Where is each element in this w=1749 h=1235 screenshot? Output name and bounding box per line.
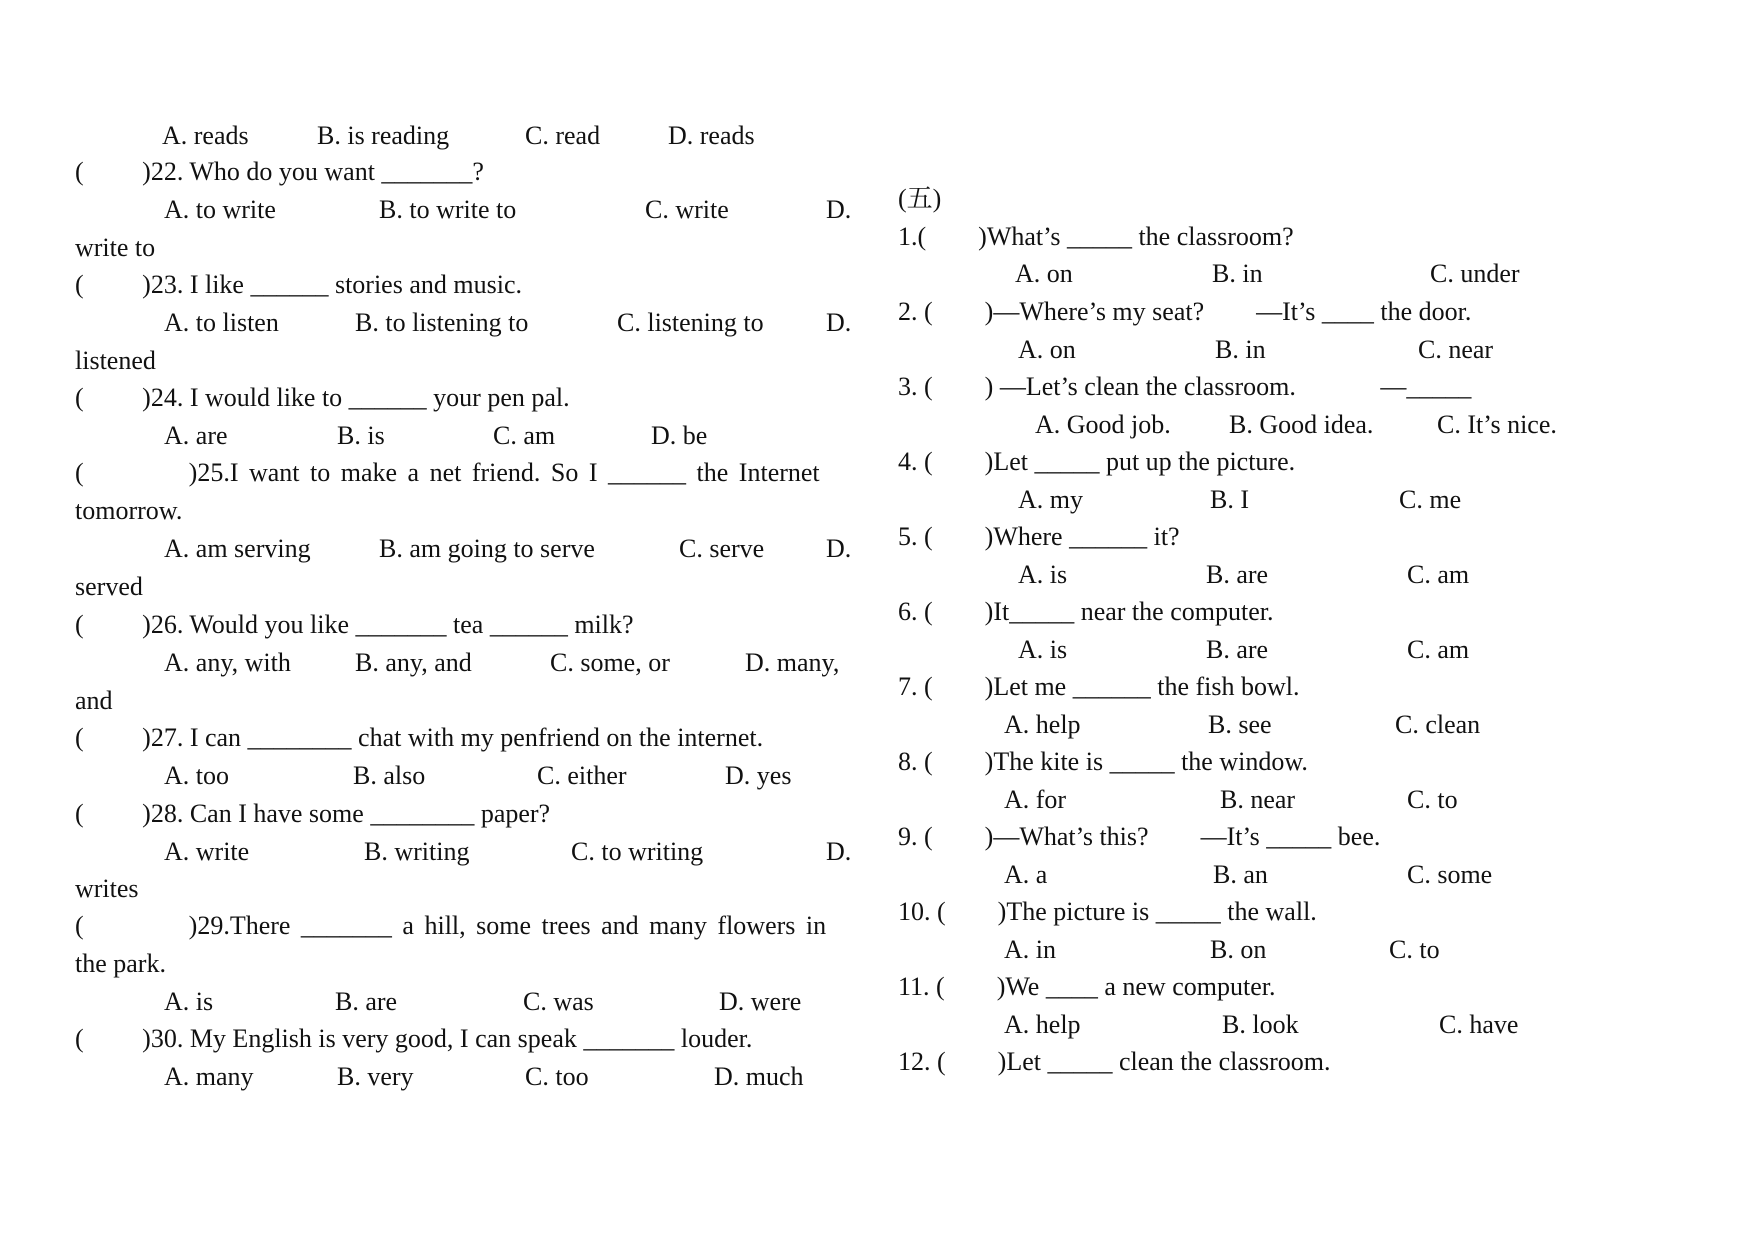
r6-option-b: B. are [1206,635,1269,664]
q28-option-c: C. to writing [571,837,704,866]
q28-option-d: D. [826,837,852,866]
r2-option-c: C. near [1418,335,1494,364]
r1-option-a: A. on [1015,259,1073,288]
r1-option-c: C. under [1430,259,1520,288]
question-30: ( )30. My English is very good, I can speak _______ louder. [75,1024,753,1053]
q26-option-c: C. some, or [550,648,670,677]
r5-option-c: C. am [1407,560,1470,589]
q26-option-d: D. many, [745,648,840,677]
right-question-12: 12. ( )Let _____ clean the classroom. [898,1047,1331,1076]
q28-option-d-text: writes [75,874,139,903]
right-question-7: 7. ( )Let me ______ the fish bowl. [898,672,1300,701]
r10-option-c: C. to [1389,935,1440,964]
r7-option-c: C. clean [1395,710,1481,739]
r8-option-a: A. for [1004,785,1067,814]
q24-option-c: C. am [493,421,556,450]
q27-option-d: D. yes [725,761,792,790]
r7-option-b: B. see [1208,710,1272,739]
question-24: ( )24. I would like to ______ your pen pal. [75,383,570,412]
r7-option-a: A. help [1004,710,1081,739]
q25-option-b: B. am going to serve [379,534,595,563]
q23-option-c: C. listening to [617,308,764,337]
r3-option-b: B. Good idea. [1229,410,1374,439]
right-question-1: 1.( )What’s _____ the classroom? [898,222,1294,251]
q27-option-c: C. either [537,761,627,790]
question-22: ( )22. Who do you want _______? [75,157,484,186]
r11-option-c: C. have [1439,1010,1519,1039]
section-title: (五) [898,184,942,213]
q21-option-d: D. reads [668,121,755,150]
q26-option-b: B. any, and [355,648,472,677]
q29-option-a: A. is [164,987,214,1016]
r4-option-a: A. my [1018,485,1083,514]
question-29: ( )29.There _______ a hill, some trees and many flowers in [75,911,827,940]
r4-option-b: B. I [1210,485,1249,514]
r4-option-c: C. me [1399,485,1462,514]
q25-option-d: D. [826,534,852,563]
r6-option-c: C. am [1407,635,1470,664]
right-question-11: 11. ( )We ____ a new computer. [898,972,1276,1001]
q22-option-a: A. to write [164,195,276,224]
r9-option-a: A. a [1004,860,1048,889]
r10-option-b: B. on [1210,935,1267,964]
q21-option-c: C. read [525,121,601,150]
r11-option-b: B. look [1222,1010,1299,1039]
q30-option-c: C. too [525,1062,589,1091]
right-question-6: 6. ( )It_____ near the computer. [898,597,1274,626]
q23-option-d-text: listened [75,346,156,375]
question-26: ( )26. Would you like _______ tea ______ milk? [75,610,634,639]
q26-option-d-text: and [75,686,113,715]
question-23: ( )23. I like ______ stories and music. [75,270,522,299]
q22-option-d-text: write to [75,233,156,262]
r9-option-b: B. an [1213,860,1268,889]
q22-option-c: C. write [645,195,729,224]
q21-option-b: B. is reading [317,121,450,150]
r11-option-a: A. help [1004,1010,1081,1039]
question-25: ( )25.I want to make a net friend. So I ______ the Internet [75,458,820,487]
question-28: ( )28. Can I have some ________ paper? [75,799,551,828]
r5-option-b: B. are [1206,560,1269,589]
r1-option-b: B. in [1212,259,1263,288]
q23-option-a: A. to listen [164,308,279,337]
right-question-4: 4. ( )Let _____ put up the picture. [898,447,1296,476]
right-question-2: 2. ( )—Where’s my seat? —It’s ____ the door. [898,297,1472,326]
right-question-9: 9. ( )—What’s this? —It’s _____ bee. [898,822,1381,851]
r2-option-b: B. in [1215,335,1266,364]
q30-option-d: D. much [714,1062,804,1091]
q21-option-a: A. reads [162,121,249,150]
right-question-8: 8. ( )The kite is _____ the window. [898,747,1308,776]
q24-option-a: A. are [164,421,228,450]
q24-option-b: B. is [337,421,385,450]
right-question-5: 5. ( )Where ______ it? [898,522,1180,551]
q23-option-d: D. [826,308,852,337]
q30-option-a: A. many [164,1062,254,1091]
q27-option-a: A. too [164,761,229,790]
r5-option-a: A. is [1018,560,1068,589]
q23-option-b: B. to listening to [355,308,529,337]
r3-option-a: A. Good job. [1035,410,1171,439]
q26-option-a: A. any, with [164,648,291,677]
right-question-10: 10. ( )The picture is _____ the wall. [898,897,1317,926]
right-question-3: 3. ( ) —Let’s clean the classroom. —_____ [898,372,1472,401]
r3-option-c: C. It’s nice. [1437,410,1557,439]
r9-option-c: C. some [1407,860,1493,889]
question-27: ( )27. I can ________ chat with my penfriend on the internet. [75,723,764,752]
q25-option-c: C. serve [679,534,765,563]
q29-option-d: D. were [719,987,802,1016]
question-25-continued: tomorrow. [75,496,183,525]
r8-option-c: C. to [1407,785,1458,814]
q28-option-a: A. write [164,837,250,866]
r2-option-a: A. on [1018,335,1076,364]
r8-option-b: B. near [1220,785,1296,814]
q29-option-c: C. was [523,987,594,1016]
q29-option-b: B. are [335,987,398,1016]
q22-option-b: B. to write to [379,195,517,224]
q22-option-d: D. [826,195,852,224]
q28-option-b: B. writing [364,837,470,866]
r6-option-a: A. is [1018,635,1068,664]
question-29-continued: the park. [75,949,166,978]
q30-option-b: B. very [337,1062,414,1091]
q27-option-b: B. also [353,761,426,790]
q25-option-d-text: served [75,572,143,601]
q25-option-a: A. am serving [164,534,311,563]
q24-option-d: D. be [651,421,708,450]
r10-option-a: A. in [1004,935,1056,964]
